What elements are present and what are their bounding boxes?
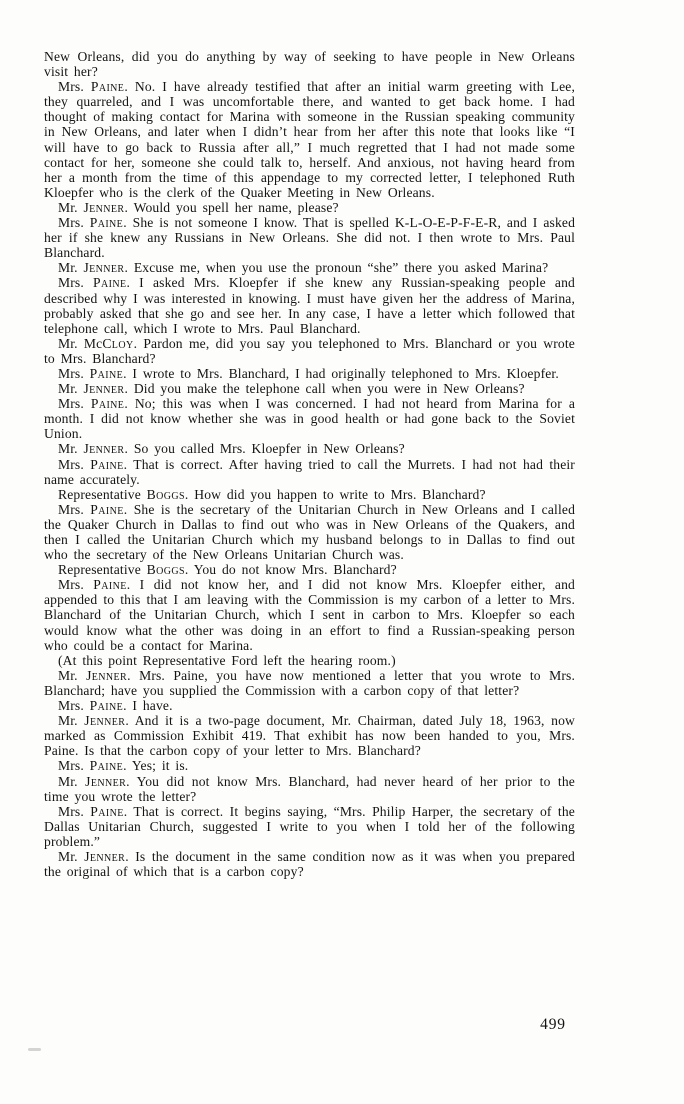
speaker-name: Jenner [84,848,126,864]
speaker-label: Mrs. Paine. [58,501,128,517]
speaker-name: Boggs [146,562,185,578]
speaker-label: Representative Boggs. [58,562,189,578]
paragraph-text: You did not know Mrs. Blanchard, had never heard of her prior to the time you wrote the letter? [44,773,575,804]
paragraph-text: Did you make the telephone call when you were in New Orleans? [133,381,525,397]
testimony-paragraph [44,487,575,502]
paragraph-text: You do not know Mrs. Blanchard? [193,562,397,578]
paragraph-text: No; this was when I was concerned. I had not heard from Marina for a month. I did not know whether she was in good health or had gone back to the Soviet Union. [44,396,576,442]
paragraph-text: That is correct. After having tried to call the Murrets. I had not had their name accurately. [44,456,575,487]
speaker-name: Paine [90,456,124,472]
testimony-paragraph [44,381,575,396]
speaker-name: Paine [89,698,124,714]
speaker-prefix: Mrs. [58,275,94,291]
speaker-prefix: Mrs. [58,215,90,231]
paragraph-text: How did you happen to write to Mrs. Blanchard? [194,486,486,502]
paragraph-text: Would you spell her name, please? [133,199,339,215]
paragraph-text: She is not someone I know. That is spelled K-L-O-E-P-F-E-R, and I asked her if she knew any Russians in New Orleans. She did not. I then wrote to Mrs. Paul Blanchard. [44,215,576,261]
speaker-name: Jenner [84,713,126,729]
testimony-paragraph [44,260,575,275]
paragraph-text: (At this point Representative Ford left the hearing room.) [58,652,396,668]
speaker-prefix: Representative [58,486,147,502]
speaker-label: Mrs. Paine. [58,803,128,819]
transcript [44,49,575,879]
speaker-label: Mrs. Paine. [58,758,127,774]
paragraph-text: So you called Mrs. Kloepfer in New Orleans? [133,441,405,457]
speaker-prefix: Mrs. [58,456,91,472]
speaker-label: Mrs. Paine. [58,456,128,472]
paragraph-text: New Orleans, did you do anything by way of seeking to have people in New Orleans visit her? [44,49,575,80]
speaker-name: Boggs [146,486,185,502]
speaker-label: Mrs. Paine. [58,215,127,231]
speaker-label: Mrs. Paine. [58,275,131,291]
speaker-prefix: Mr. [58,713,85,729]
speaker-label: Mrs. Paine. [58,577,131,593]
speaker-name: Paine [90,79,125,95]
paragraph-text: She is the secretary of the Unitarian Church in New Orleans and I called the Quaker Church in Dallas to find out who was in New Orleans of the Quakers, and then I called the Unitarian Church which my husband belongs to in Dallas to find out who the secretary of the New Orleans Unitarian Church was. [44,501,576,563]
continuation-paragraph [44,49,575,79]
speaker-label: Mrs. Paine. [58,79,128,95]
paragraph-text: I asked Mrs. Kloepfer if she knew any Russian-speaking people and described why I was interested in knowing. I must have given her the address of Marina, probably asked that she go and see her. In any case, I have a letter which followed that telephone call, which I wrote to Mrs. Paul Blanchard. [44,275,575,336]
paragraph-text: That is correct. It begins saying, “Mrs. Philip Harper, the secretary of the Dallas Unitarian Church, suggested I write to you when I told her of the following problem.” [44,803,575,849]
speaker-label: Mr. Jenner. [58,848,129,864]
testimony-paragraph [44,804,575,849]
paragraph-text: I did not know her, and I did not know Mrs. Kloepfer either, and appended to this that I am leaving with the Commission is my carbon of a letter to Mrs. Blanchard of the Unitarian Church, which I sent in carbon to Mrs. Kloepfer so each would know what the other was doing in an effort to find a Russian-speaking person who could be a contact for Marina. [44,577,575,653]
testimony-paragraph [44,849,575,879]
speaker-prefix: Mr. [58,260,84,276]
testimony-paragraph [44,577,575,652]
speaker-prefix: Mrs. [58,501,91,517]
paragraph-text: No. I have already testified that after an initial warm greeting with Lee, they quarreled, and I was uncomfortable there, and wanted to get back home. I had thought of making contact for Marina with someone in the Russian speaking community in New Orleans, and later when I didn’t hear from her after this note that looks like “I will have to go back to Russia after all,” I much regretted that I had not made some contact for her, someone she could talk to, herself. And anxious, not having heard from her a month from the time of this appendage to my corrected letter, I telephoned Ruth Kloepfer who is the clerk of the Quaker Meeting in New Orleans. [44,79,575,200]
speaker-prefix: Mr. Mc [58,335,103,351]
testimony-paragraph [44,215,575,260]
speaker-label: Mr. Jenner. [58,667,131,683]
speaker-name: Jenner [83,260,125,276]
speaker-label: Mrs. Paine. [58,365,127,381]
paragraph-text: Mrs. Paine, you have now mentioned a letter that you wrote to Mrs. Blanchard; have you supplied the Commission with a carbon copy of that letter? [44,667,576,698]
speaker-name: Paine [93,577,127,593]
testimony-paragraph [44,366,575,381]
speaker-prefix: Mrs. [58,365,90,381]
testimony-paragraph [44,396,575,441]
testimony-paragraph [44,200,575,215]
speaker-label: Mrs. Paine. [58,396,128,412]
speaker-name: Paine [90,396,125,412]
speaker-name: Cloy [102,335,134,351]
speaker-label: Mr. Jenner. [58,441,129,457]
speaker-name: Paine [89,215,124,231]
speaker-prefix: Mr. [58,667,87,683]
speaker-name: Paine [89,758,124,774]
speaker-name: Jenner [83,381,125,397]
speaker-prefix: Mr. [58,381,84,397]
speaker-label: Mr. Jenner. [58,773,130,789]
testimony-paragraph [44,457,575,487]
testimony-paragraph [44,275,575,335]
speaker-name: Paine [89,365,124,381]
testimony-paragraph [44,441,575,456]
paragraph-text: Yes; it is. [131,758,189,774]
testimony-paragraph [44,698,575,713]
speaker-name: Jenner [83,441,125,457]
testimony-paragraph [44,562,575,577]
speaker-label: Mr. Jenner. [58,199,129,215]
speaker-prefix: Mrs. [58,758,90,774]
speaker-prefix: Representative [58,562,147,578]
testimony-paragraph [44,336,575,366]
testimony-paragraph [44,774,575,804]
testimony-paragraph [44,668,575,698]
speaker-name: Jenner [86,667,128,683]
paragraph-text: Excuse me, when you use the pronoun “she” there you asked Marina? [133,260,549,276]
speaker-prefix: Mr. [58,199,84,215]
speaker-prefix: Mrs. [58,803,91,819]
testimony-paragraph [44,758,575,773]
stage-direction [44,653,575,668]
speaker-prefix: Mrs. [58,79,91,95]
paragraph-text: And it is a two-page document, Mr. Chairman, dated July 18, 1963, now marked as Commission Exhibit 419. That exhibit has now been handed to you, Mrs. Paine. Is that the carbon copy of your letter to Mrs. Blanchard? [44,713,576,759]
speaker-name: Jenner [83,199,125,215]
speaker-prefix: Mrs. [58,396,91,412]
speaker-name: Jenner [85,773,127,789]
paragraph-text: Pardon me, did you say you telephoned to Mrs. Blanchard or you wrote to Mrs. Blanchard? [44,335,575,366]
scan-artifact [28,1048,41,1051]
speaker-label: Mr. Jenner. [58,381,129,397]
speaker-label: Mr. Jenner. [58,260,129,276]
testimony-paragraph [44,79,575,200]
speaker-label: Representative Boggs. [58,486,189,502]
speaker-prefix: Mr. [58,773,86,789]
paragraph-text: I have. [132,698,173,714]
speaker-label: Mrs. Paine. [58,698,127,714]
paragraph-text: Is the document in the same condition now as it was when you prepared the original of which that is a carbon copy? [44,848,575,880]
speaker-label: Mr. McCloy. [58,335,138,351]
page-number: 499 [540,1016,566,1033]
speaker-prefix: Mrs. [58,577,94,593]
speaker-prefix: Mr. [58,441,84,457]
testimony-paragraph [44,713,575,758]
speaker-prefix: Mrs. [58,698,90,714]
speaker-name: Paine [90,803,124,819]
paragraph-text: I wrote to Mrs. Blanchard, I had originally telephoned to Mrs. Kloepfer. [132,365,559,381]
speaker-name: Paine [93,275,127,291]
speaker-name: Paine [90,501,124,517]
speaker-prefix: Mr. [58,848,85,864]
speaker-label: Mr. Jenner. [58,713,129,729]
testimony-paragraph [44,502,575,562]
